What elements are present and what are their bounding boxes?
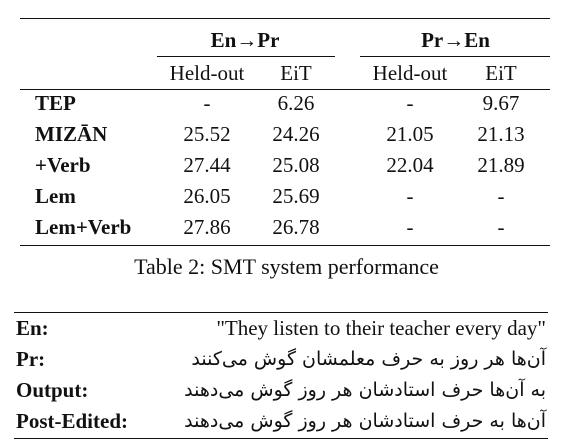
row-label: TEP <box>35 91 76 115</box>
table-bottom-rule <box>20 245 550 246</box>
group-underline-pr-en <box>360 56 550 57</box>
row-label: +Verb <box>35 153 91 177</box>
subheader-heldout-enpr: Held-out <box>169 61 245 85</box>
subheader-eit-enpr: EiT <box>280 61 312 85</box>
example-label-en: En: <box>16 316 49 340</box>
example-text-post-edited: آن‌ها به حرف استادشان هر روز گوش می‌دهند <box>184 410 546 432</box>
table-caption: Table 2: SMT system performance <box>134 254 439 279</box>
table-cell: - <box>203 91 211 115</box>
group-header-pr-en: Pr→En <box>421 28 490 52</box>
example-label-pr: Pr: <box>16 347 46 371</box>
subheader-heldout-pren: Held-out <box>372 61 448 85</box>
example-label-output: Output: <box>16 378 89 402</box>
table-cell: 25.69 <box>272 184 320 208</box>
example-label-post-edited: Post-Edited: <box>16 409 128 433</box>
group-underline-en-pr <box>157 56 335 57</box>
table-cell: 24.26 <box>272 122 320 146</box>
example-text-output: به آن‌ها حرف استادشان هر روز گوش می‌دهند <box>184 379 546 401</box>
table-cell: 22.04 <box>386 153 434 177</box>
table-header-rule <box>20 89 550 90</box>
subheader-eit-pren: EiT <box>485 61 517 85</box>
table-cell: - <box>406 215 414 239</box>
table-cell: 21.13 <box>477 122 525 146</box>
table-cell: 21.05 <box>386 122 434 146</box>
group-header-en-pr: En→Pr <box>210 28 280 52</box>
table-cell: 21.89 <box>477 153 525 177</box>
row-label: Lem <box>35 184 76 208</box>
table-cell: - <box>406 91 414 115</box>
example-text-en: "They listen to their teacher every day" <box>216 316 546 340</box>
table-cell: 26.78 <box>272 215 320 239</box>
table-top-rule <box>20 18 550 19</box>
row-label: Lem+Verb <box>35 215 132 239</box>
table-cell: 6.26 <box>277 91 315 115</box>
example-bottom-rule <box>14 438 548 439</box>
table-cell: 25.08 <box>272 153 320 177</box>
table-cell: - <box>497 184 505 208</box>
table-cell: 27.44 <box>183 153 231 177</box>
table-cell: 25.52 <box>183 122 231 146</box>
example-text-pr: آن‌ها هر روز به حرف معلمشان گوش می‌کنند <box>191 348 546 370</box>
table-cell: 27.86 <box>183 215 231 239</box>
table-cell: 26.05 <box>183 184 231 208</box>
row-label: MIZĀN <box>35 122 108 146</box>
table-cell: 9.67 <box>482 91 520 115</box>
example-top-rule <box>14 312 548 313</box>
table-cell: - <box>497 215 505 239</box>
table-cell: - <box>406 184 414 208</box>
